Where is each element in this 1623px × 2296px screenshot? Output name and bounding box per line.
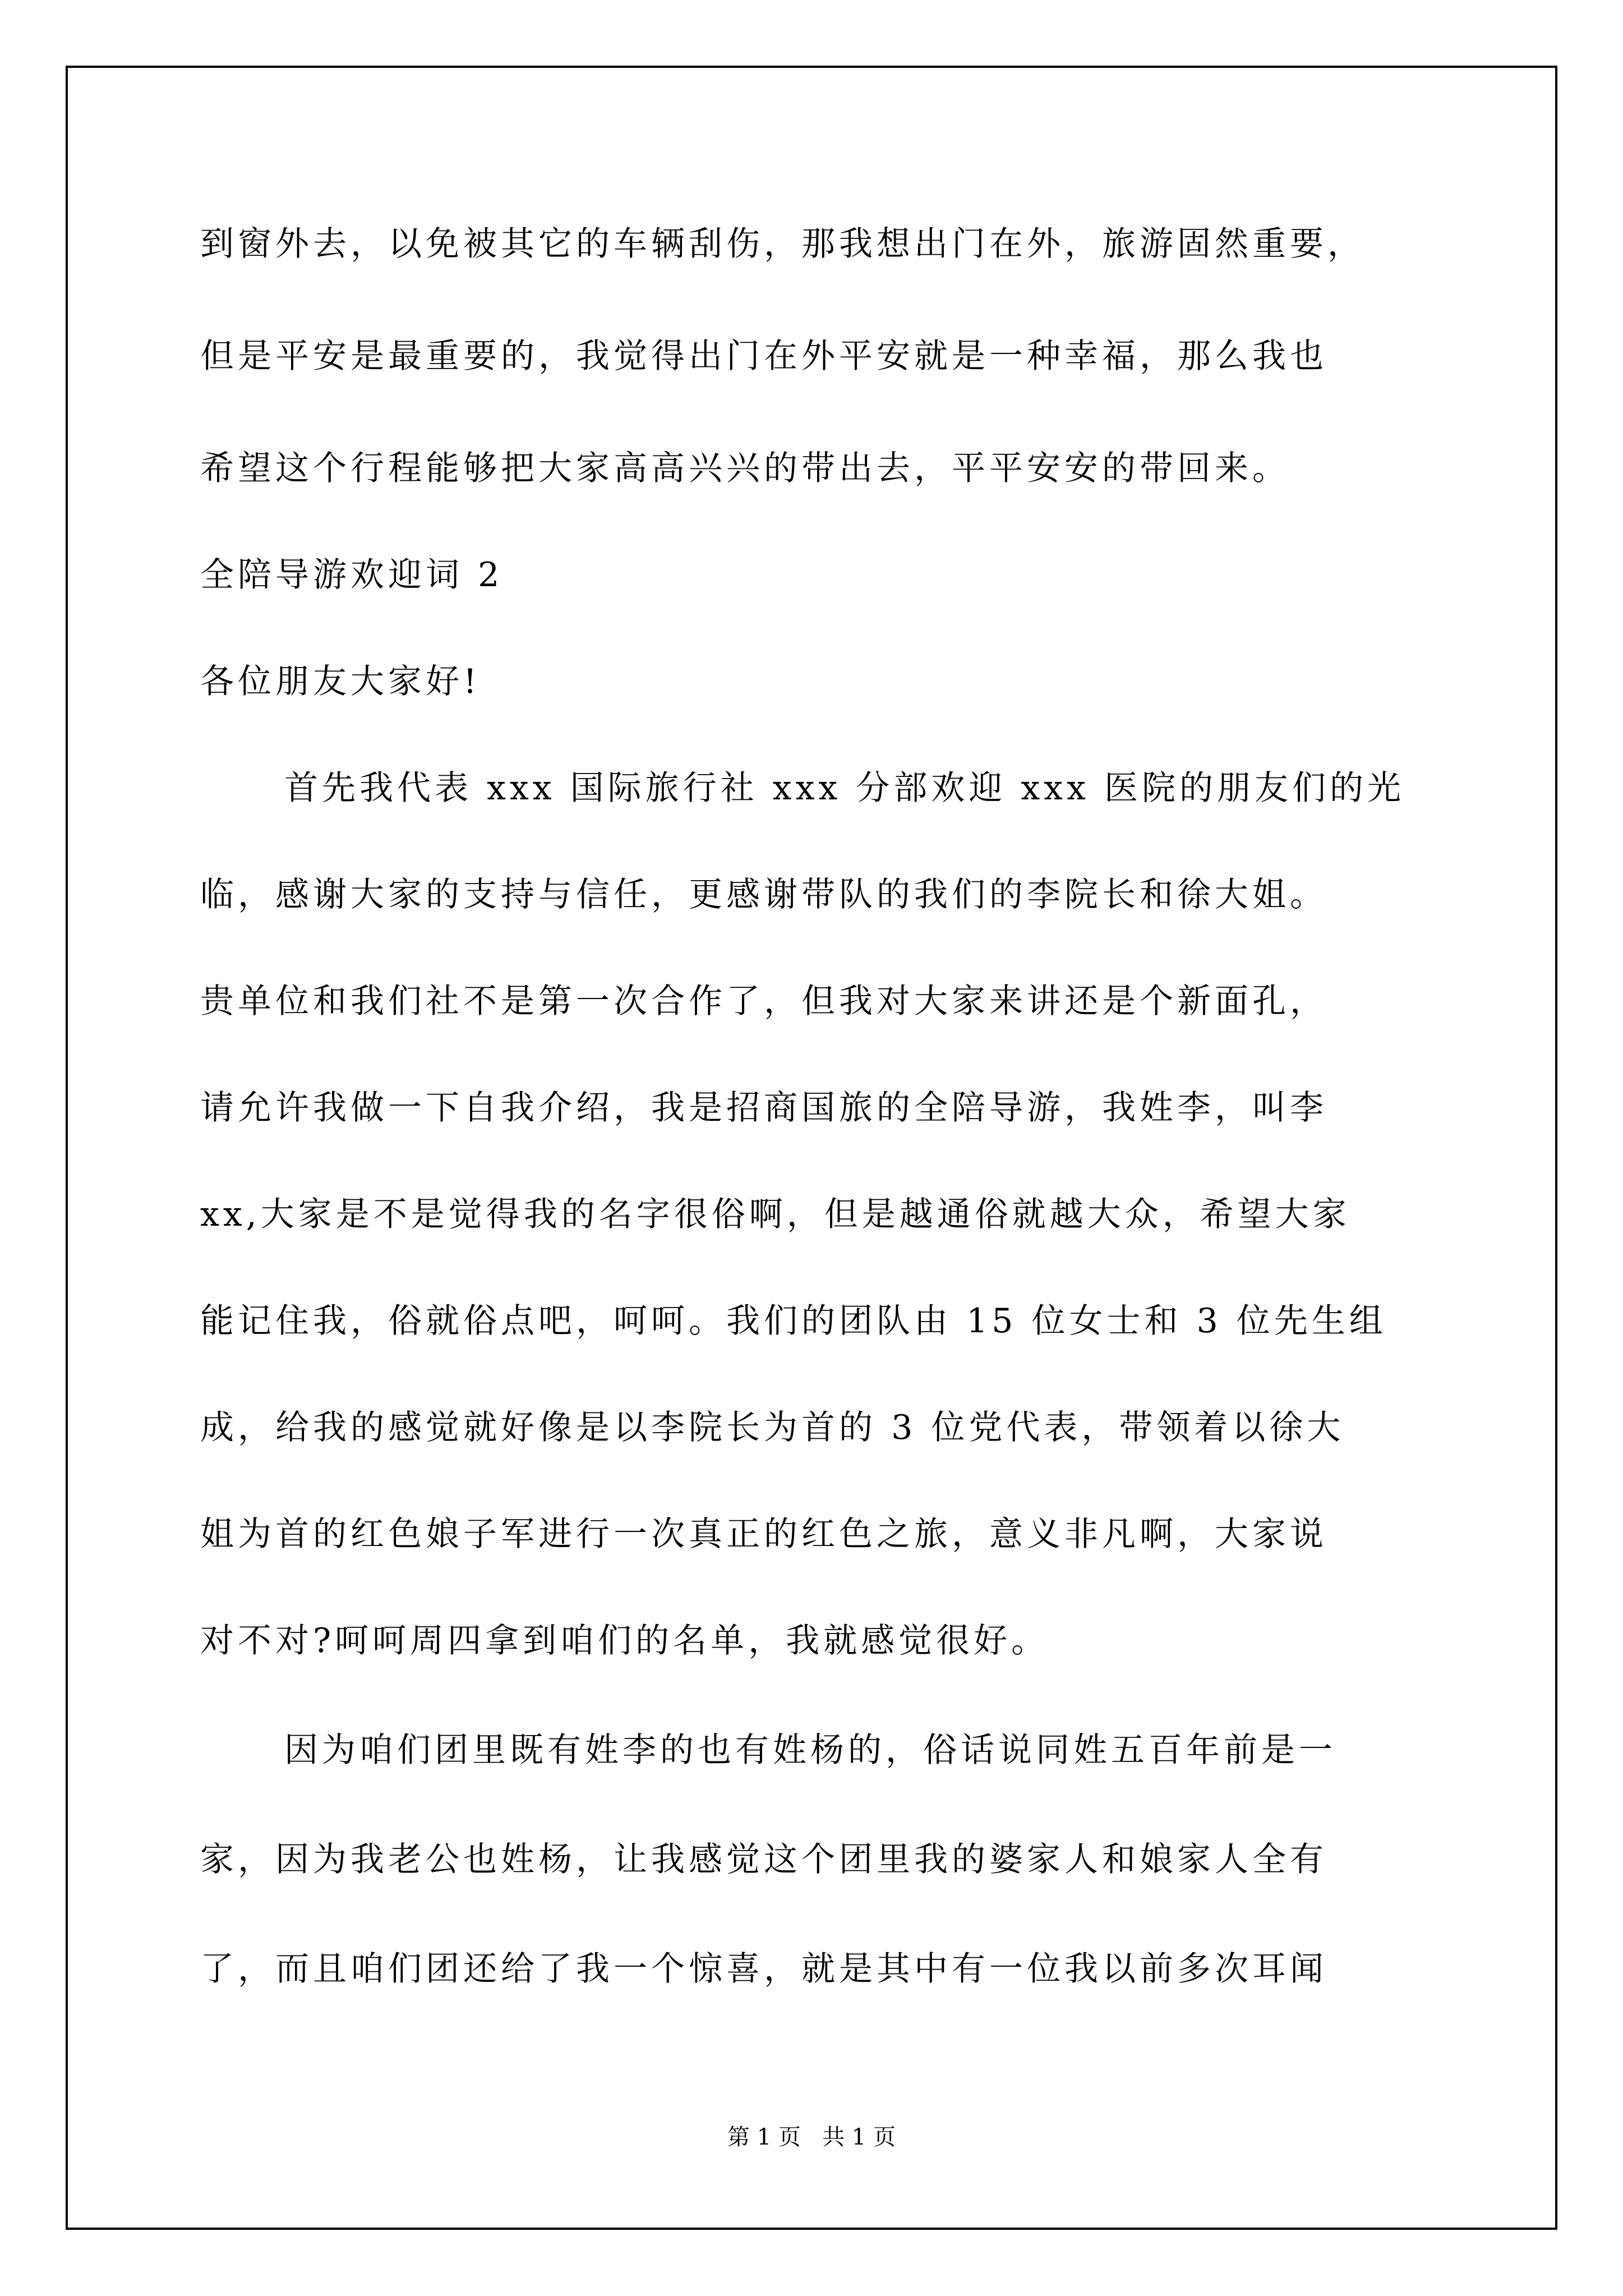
page-border (66, 66, 1557, 2230)
text-line: xx,大家是不是觉得我的名字很俗啊，但是越通俗就越大众，希望大家 (200, 1195, 1350, 1234)
text-line: 家，因为我老公也姓杨，让我感觉这个团里我的婆家人和娘家人全有 (200, 1840, 1327, 1879)
paragraph-first-line: 首先我代表 xxx 国际旅行社 xxx 分部欢迎 xxx 医院的朋友们的光 (284, 769, 1405, 808)
text-line: 到窗外去，以免被其它的车辆刮伤，那我想出门在外，旅游固然重要， (200, 224, 1365, 264)
text-line: 能记住我，俗就俗点吧，呵呵。我们的团队由 15 位女士和 3 位先生组 (200, 1301, 1387, 1341)
text-line: 希望这个行程能够把大家高高兴兴的带出去，平平安安的带回来。 (200, 449, 1290, 488)
paragraph-first-line: 因为咱们团里既有姓李的也有姓杨的，俗话说同姓五百年前是一 (284, 1731, 1336, 1770)
text-line: 姐为首的红色娘子军进行一次真正的红色之旅，意义非凡啊，大家说 (200, 1515, 1327, 1554)
section-heading: 全陪导游欢迎词 2 (200, 555, 504, 595)
text-line: 但是平安是最重要的，我觉得出门在外平安就是一种幸福，那么我也 (200, 337, 1327, 376)
text-line: 贵单位和我们社不是第一次合作了，但我对大家来讲还是个新面孔， (200, 982, 1327, 1021)
text-line: 对不对?呵呵周四拿到咱们的名单，我就感觉很好。 (200, 1621, 1049, 1660)
text-line: 临，感谢大家的支持与信任，更感谢带队的我们的李院长和徐大姐。 (200, 875, 1327, 914)
text-line: 请允许我做一下自我介绍，我是招商国旅的全陪导游，我姓李，叫李 (200, 1088, 1327, 1128)
text-line: 了，而且咱们团还给了我一个惊喜，就是其中有一位我以前多次耳闻 (200, 1949, 1327, 1989)
text-line: 成，给我的感觉就好像是以李院长为首的 3 位党代表，带领着以徐大 (200, 1408, 1345, 1447)
greeting-line: 各位朋友大家好! (200, 662, 481, 701)
page-footer: 第 1 页 共 1 页 (727, 2124, 896, 2150)
